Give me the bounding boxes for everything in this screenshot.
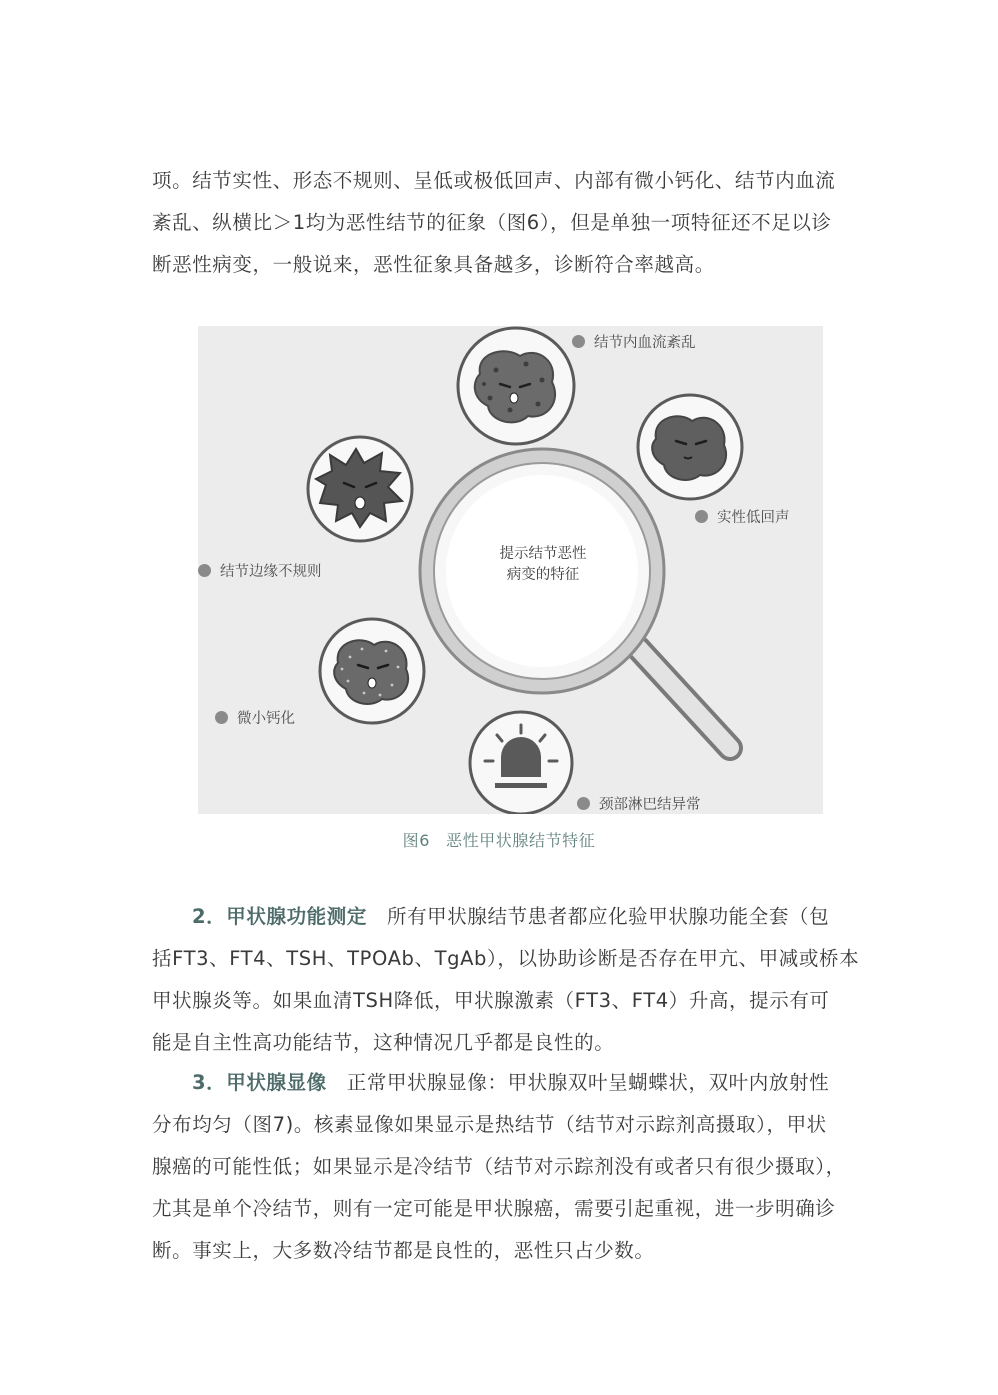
- bullet-dot: [215, 711, 228, 724]
- text-line: 断。事实上，大多数冷结节都是良性的，恶性只占少数。: [152, 1239, 655, 1262]
- figure-malignant-nodule-features: [198, 326, 823, 814]
- center-text-line: 病变的特征: [506, 567, 580, 583]
- text-line: 括FT3、FT4、TSH、TPOAb、TgAb），以协助诊断是否存在甲亢、甲减或桥本: [152, 947, 860, 970]
- section-first-line: [152, 1062, 868, 1104]
- text-line: 所有甲状腺结节患者都应化验甲状腺功能全套（包: [386, 905, 830, 928]
- text-line: 项。结节实性、形态不规则、呈低或极低回声、内部有微小钙化、结节内血流: [152, 169, 836, 192]
- text-line: 腺癌的可能性低；如果显示是冷结节（结节对示踪剂没有或者只有很少摄取），: [152, 1155, 846, 1178]
- label-microcalcification: 微小钙化: [215, 707, 295, 728]
- label-hypoechoic: 实性低回声: [695, 506, 790, 527]
- magnifier-center-text: [478, 544, 608, 586]
- text-line: 尤其是单个冷结节，则有一定可能是甲状腺癌，需要引起重视，进一步明确诊: [152, 1197, 836, 1220]
- text-line: 正常甲状腺显像：甲状腺双叶呈蝴蝶状，双叶内放射性: [346, 1071, 830, 1094]
- text-line: 紊乱、纵横比＞1均为恶性结节的征象（图6），但是单独一项特征还不足以诊: [152, 211, 832, 234]
- text-line: 甲状腺炎等。如果血清TSH降低，甲状腺激素（FT3、FT4）升高，提示有可: [152, 989, 830, 1012]
- section-first-line: [152, 896, 868, 938]
- alarm-light-icon: [470, 712, 572, 814]
- bullet-dot: [577, 797, 590, 810]
- label-irregular-margin: 结节边缘不规则: [198, 560, 322, 581]
- section-thyroid-function: [152, 896, 868, 1064]
- section-thyroid-imaging: [152, 1062, 868, 1272]
- text-line: 分布均匀（图7)。核素显像如果显示是热结节（结节对示踪剂高摄取），甲状: [152, 1113, 827, 1136]
- section-heading: 3．甲状腺显像: [192, 1071, 327, 1094]
- text-line: 断恶性病变，一般说来，恶性征象具备越多，诊断符合率越高。: [152, 253, 715, 276]
- bullet-dot: [198, 564, 211, 577]
- center-text-line: 提示结节恶性: [499, 546, 587, 562]
- caption-number: 图6: [402, 831, 430, 850]
- nodule-dark-face-icon: [638, 395, 742, 499]
- intro-paragraph: [152, 160, 868, 286]
- nodule-dotted-face-icon: [458, 328, 574, 444]
- nodule-speckled-face-icon: [320, 619, 424, 723]
- figure-caption: [0, 828, 998, 851]
- nodule-spiky-face-icon: [308, 437, 412, 541]
- text-line: 能是自主性高功能结节，这种情况几乎都是良性的。: [152, 1031, 615, 1054]
- bullet-dot: [695, 510, 708, 523]
- caption-title: 恶性甲状腺结节特征: [445, 831, 596, 850]
- label-blood-flow: 结节内血流紊乱: [572, 331, 696, 352]
- label-lymph-node: 颈部淋巴结异常: [577, 793, 701, 814]
- section-heading: 2．甲状腺功能测定: [192, 905, 367, 928]
- bullet-dot: [572, 335, 585, 348]
